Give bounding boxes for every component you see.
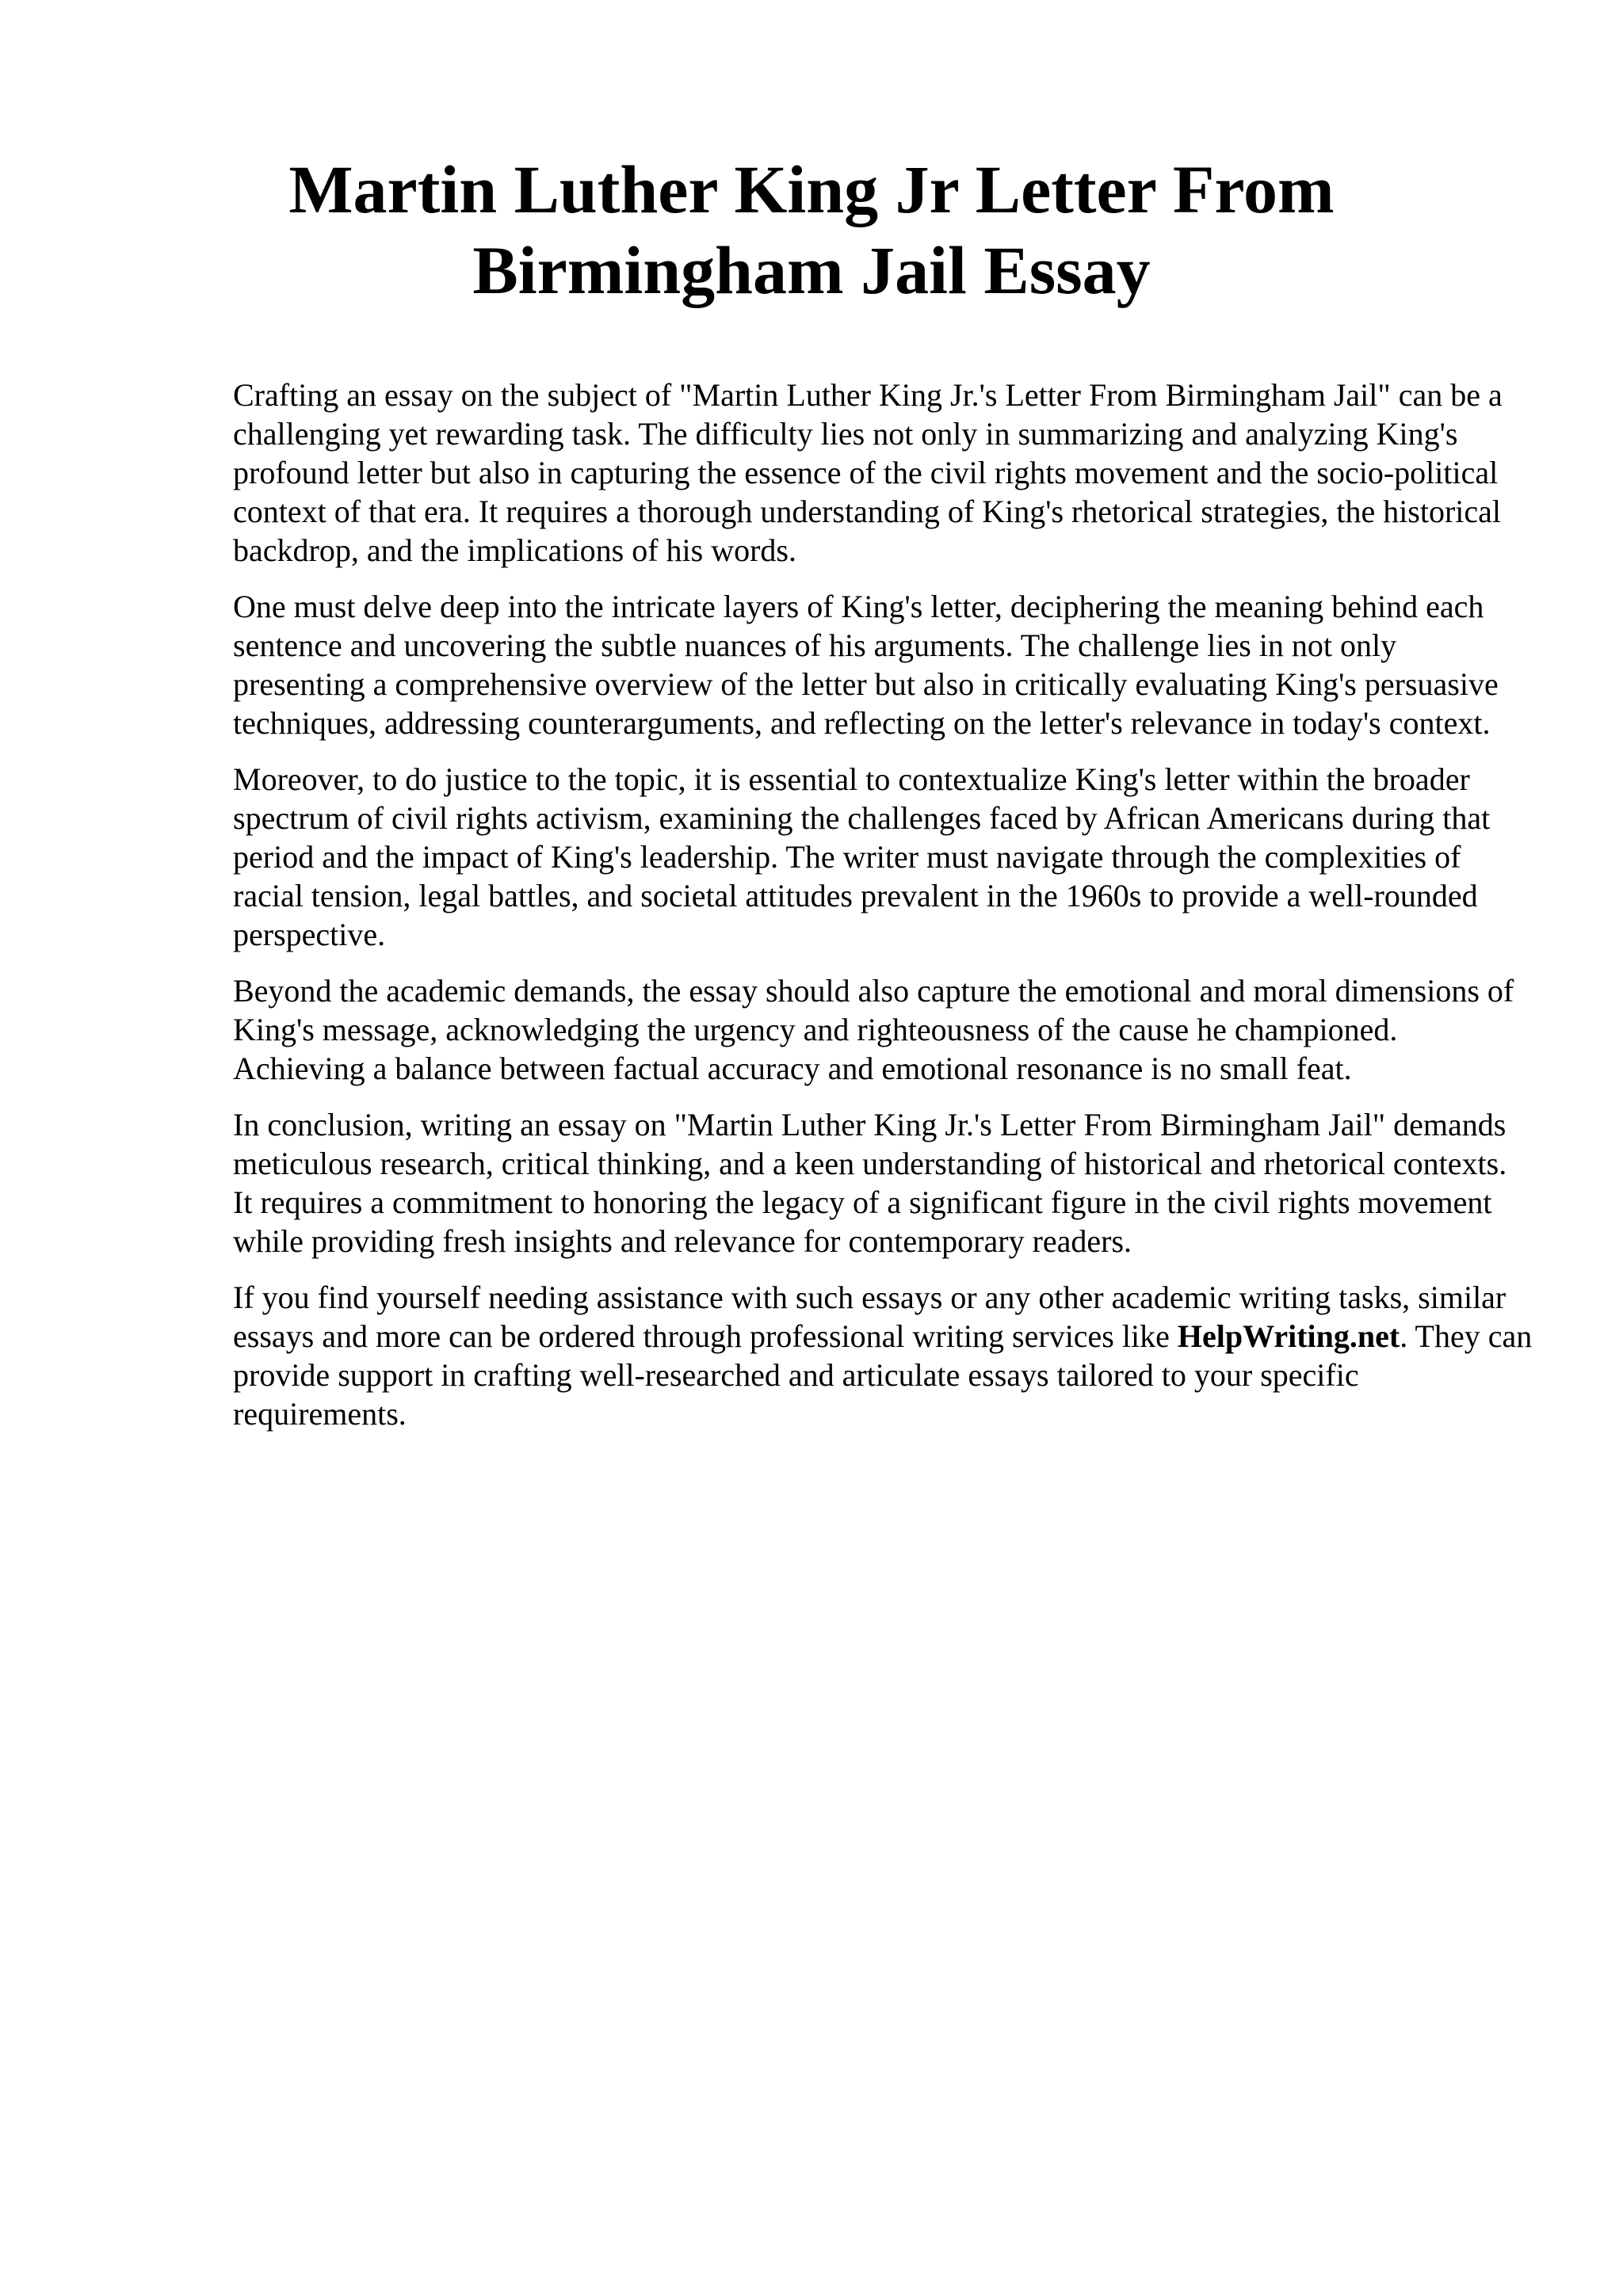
paragraph-intro: Crafting an essay on the subject of "Martin Luther King Jr.'s Letter From Birmingham Jail" can be a challenging yet rewarding task. The difficulty lies not only in summarizing and analyzing King's profound letter but also in capturing the essence of the civil rights movement and the socio-political context of that era. It requires a thorough understanding of King's rhetorical strategies, the historical backdrop, and the implications of his words. (233, 377, 1503, 568)
closing-text-before: If you find yourself needing assistance with such essays or any other academic writing tasks, similar essays and more can be ordered through professional writing services like (233, 1280, 1507, 1354)
paragraph-context: Moreover, to do justice to the topic, it is essential to contextualize King's letter within the broader spectrum of civil rights activism, examining the challenges faced by African Americans during that period and the impact of King's leadership. The writer must navigate through the complexities of racial tension, legal battles, and societal attitudes prevalent in the 1960s to provide a well-rounded perspective. (233, 761, 1491, 952)
brand-link[interactable]: HelpWriting.net (1177, 1318, 1400, 1354)
document-title: Martin Luther King Jr Letter From Birmingham Jail Essay (288, 151, 1335, 308)
paragraph-emotional: Beyond the academic demands, the essay should also capture the emotional and moral dimensions of King's message, acknowledging the urgency and righteousness of the cause he championed. Achieving a balance between factual accuracy and emotional resonance is no small feat. (233, 973, 1514, 1086)
document-body (233, 376, 1533, 1451)
paragraph-closing (233, 1278, 1533, 1433)
closing-text-after: . They can provide support in crafting well-researched and articulate essays tailored to your specific requirements. (233, 1318, 1533, 1432)
paragraph-conclusion: In conclusion, writing an essay on "Martin Luther King Jr.'s Letter From Birmingham Jail" demands meticulous research, critical thinking, and a keen understanding of historical and rhetorical contexts. It requires a commitment to honoring the legacy of a significant figure in the civil rights movement while providing fresh insights and relevance for contemporary readers. (233, 1107, 1507, 1259)
paragraph-analysis: One must delve deep into the intricate layers of King's letter, deciphering the meaning behind each sentence and uncovering the subtle nuances of his arguments. The challenge lies in not only presenting a comprehensive overview of the letter but also in critically evaluating King's persuasive techniques, addressing counterarguments, and reflecting on the letter's relevance in today's context. (233, 589, 1499, 741)
